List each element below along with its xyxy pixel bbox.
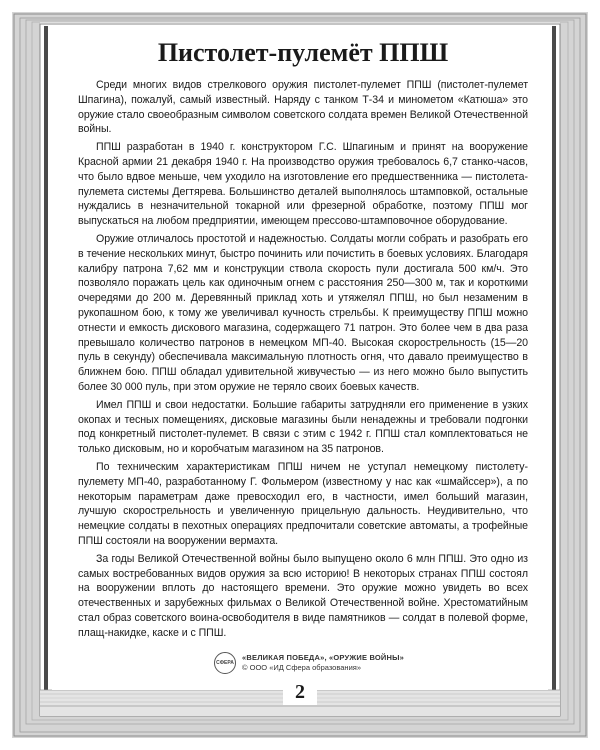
paragraph-reliability: Оружие отличалось простотой и надежностью. Солдаты могли собрать и разобрать его в течение нескольких минут, быстро починить или почистить в боевых условиях. Благодаря калибру патрона 7,62 мм и конструкции ствола скорость пули достигала 500 км/ч. Это позволяло поражать цель как одиночным огнем с расстояния 250—300 м, так и короткими очередями до 200 м. Деревянный приклад хоть и утяжелял ППШ, но был незаменим в рукопашном бою, к тому же увеличивал кучность стрельбы. К преимуществу ППШ можно отнести и емкость дискового магазина, содержащего 71 патрон. Это более чем в два раза превышало количество патронов в немецком МП-40. Высокая скорострельность (15—20 пуль в секунду) обеспечивала максимальную плотность огня, что давало преимущество в ближнем бою. ППШ обладал удивительной живучестью — из него можно было выпустить более 30 000 пуль, при этом оружие не теряло своих боевых качеств. bbox=[78, 232, 528, 393]
publisher-logo-icon: СФЕРА bbox=[214, 652, 236, 674]
series-name: «ВЕЛИКАЯ ПОБЕДА», «ОРУЖИЕ ВОЙНЫ» bbox=[242, 653, 405, 662]
publisher-copyright: © ООО «ИД Сфера образования» bbox=[242, 663, 361, 672]
page-title: Пистолет-пулемёт ППШ bbox=[157, 38, 449, 67]
footer-text bbox=[242, 653, 404, 673]
paragraph-comparison: По техническим характеристикам ППШ ничем не уступал немецкому пистолету-пулемету МП-40, разработанному Г. Фольмером (известному у нас как «шмайссер»), а по некоторым параметрам даже превосходил его, в частности, имел больший магазин, лучшую скорострельность и увеличенную прицельную дальность. Неудивительно, что немецкие солдаты в пехотных операциях предпочитали советские автоматы, а трофейные ППШ состояли на вооружении вермахта. bbox=[78, 460, 528, 547]
paragraph-production: За годы Великой Отечественной войны было выпущено около 6 млн ППШ. Это одно из самых востребованных видов оружия за всю историю! В некоторых странах ППШ состоял на вооружении вплоть до настоящего времени. Это оружие можно увидеть во всех отечественных и зарубежных фильмах о Великой Отечественной войне. Хрестоматийным стал образ советского воина-освободителя в виде памятников — солдат в полевой форме, плащ-накидке, каске и с ППШ. bbox=[78, 552, 528, 639]
page-number: 2 bbox=[283, 679, 317, 705]
paragraph-intro: Среди многих видов стрелкового оружия пистолет-пулемет ППШ (пистолет-пулемет Шпагина), пожалуй, самый известный. Наряду с танком Т-34 и минометом «Катюша» это оружие стало своеобразным символом советского солдата времен Великой Отечественной войны. bbox=[78, 79, 528, 136]
paragraph-development: ППШ разработан в 1940 г. конструктором Г.С. Шпагиным и принят на вооружение Красной армии 21 декабря 1940 г. На производство оружия требовалось 6,7 станко-часов, что было вдвое меньше, чем уходило на изготовление его предшественника — пистолета-пулемета системы Дегтярева. Большинство деталей выполнялось штамповкой, остальные нуждались в незначительной токарной или фрезерной обработке, поэтому ППШ мог выпускаться на любом предприятии, имеющем прессово-штамповочное оборудование. bbox=[78, 141, 528, 228]
article bbox=[78, 38, 528, 643]
paragraph-drawbacks: Имел ППШ и свои недостатки. Большие габариты затрудняли его применение в узких окопах и тесных помещениях, дисковые магазины были ненадежны и требовали подгонки под конкретный пистолет-пулемет. В связи с этим с 1942 г. ППШ стал комплектоваться не только дисковым, но и коробчатым магазином на 35 патронов. bbox=[78, 398, 528, 456]
publisher-footer bbox=[214, 650, 414, 676]
